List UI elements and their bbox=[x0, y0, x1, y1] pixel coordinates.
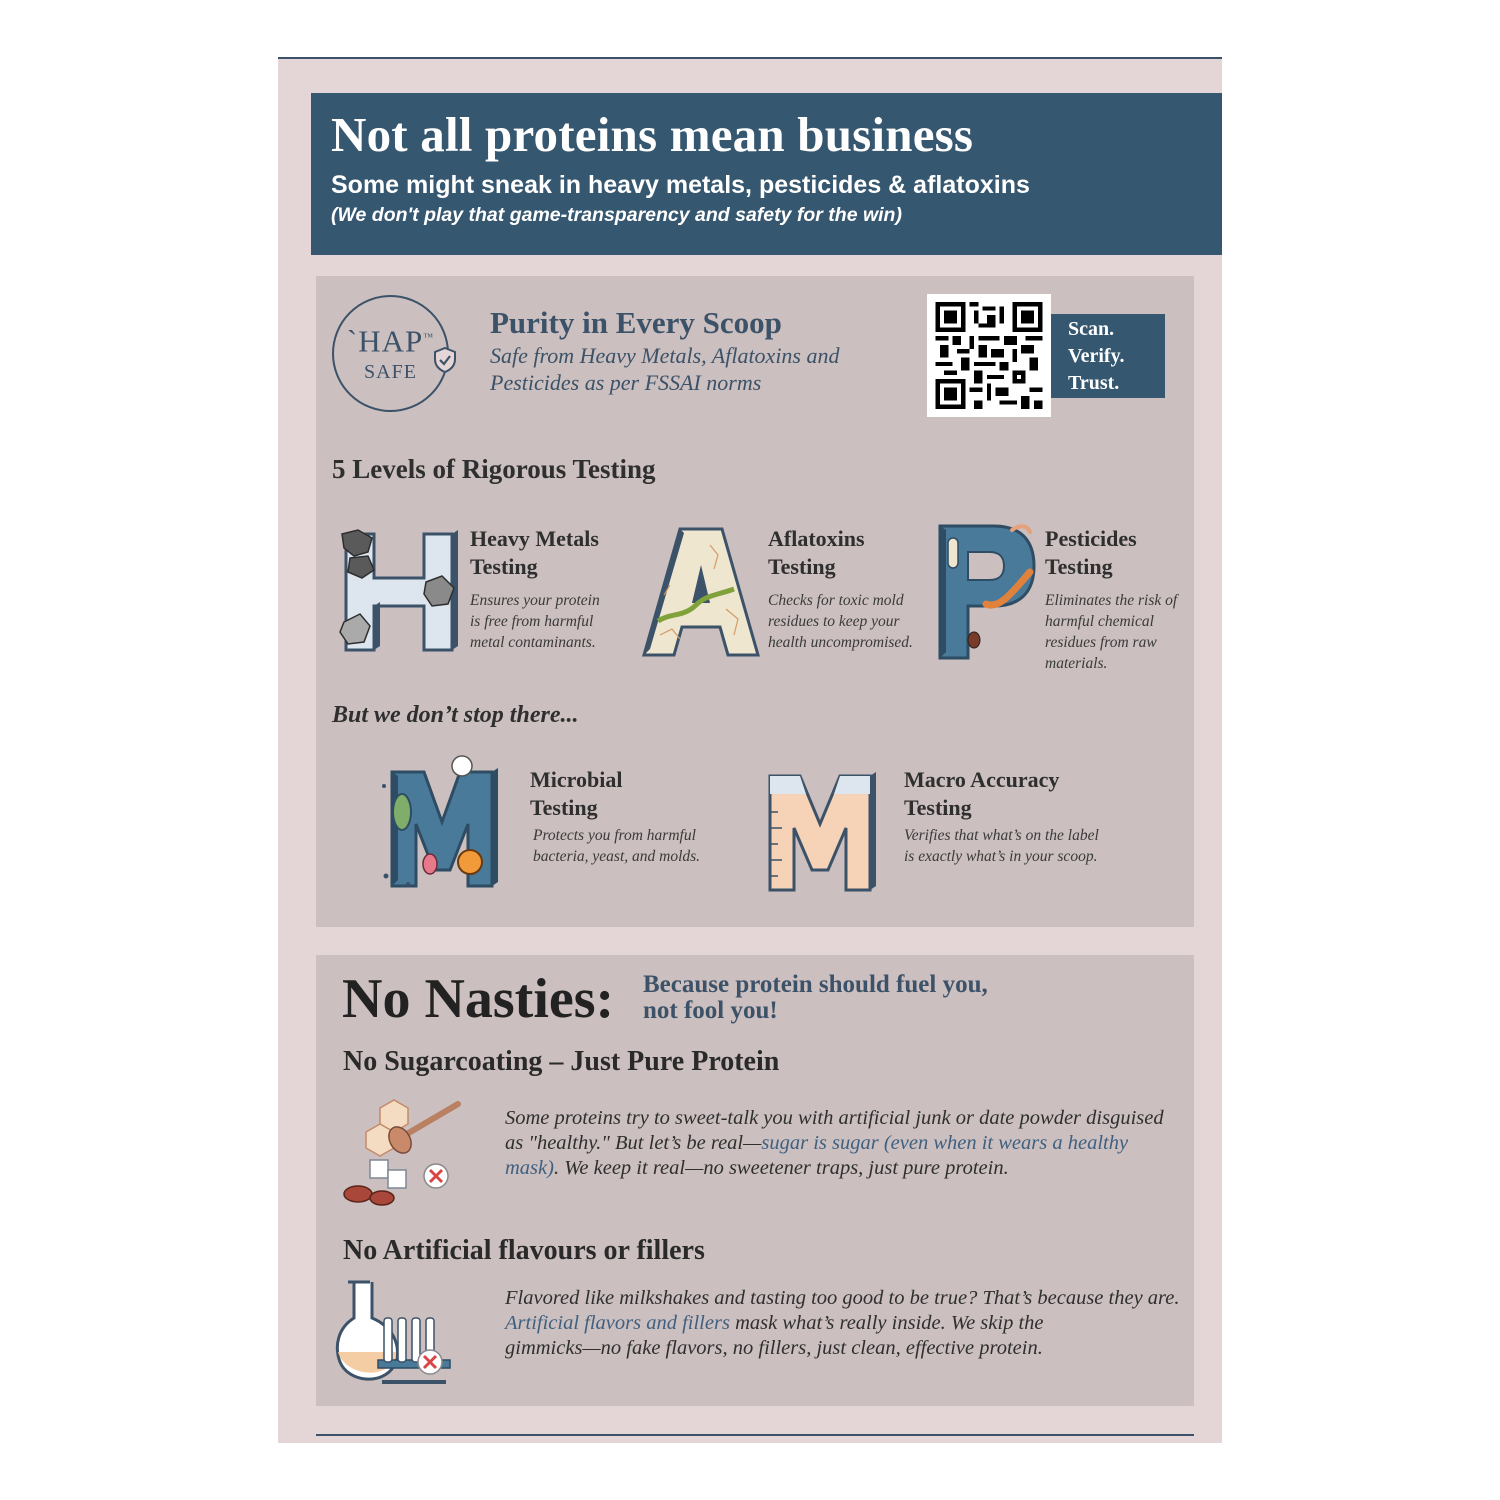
bottom-divider bbox=[316, 1434, 1194, 1436]
seal-hap-label: `HAP bbox=[346, 323, 424, 359]
header-banner bbox=[311, 93, 1222, 255]
scan-line-1: Scan. bbox=[1068, 318, 1115, 340]
sugar-paragraph: Some proteins try to sweet-talk you with artificial junk or date powder disguised as "healthy." But let’s be real—sugar is sugar (even when it wears a healthy mask). We keep it real—no sweetener traps, just pure protein. bbox=[505, 1107, 1164, 1179]
aflatoxins-title: Aflatoxins Testing bbox=[768, 526, 865, 579]
scan-line-2: Verify. bbox=[1068, 345, 1125, 367]
heavy-metals-title: Heavy Metals Testing bbox=[470, 526, 599, 579]
microbial-title: Microbial Testing bbox=[530, 767, 623, 820]
macro-accuracy-m-icon bbox=[766, 772, 878, 894]
qr-code-icon bbox=[935, 302, 1043, 409]
purity-title: Purity in Every Scoop bbox=[490, 305, 782, 340]
macro-accuracy-desc: Verifies that what’s on the label is exactly what’s in your scoop. bbox=[904, 827, 1099, 865]
scan-verify-trust bbox=[1051, 314, 1165, 398]
scan-line-3: Trust. bbox=[1068, 372, 1120, 394]
pesticides-title: Pesticides Testing bbox=[1045, 526, 1137, 579]
purity-text-line-2: Pesticides as per FSSAI norms bbox=[490, 370, 762, 395]
no-nasties-tagline: Because protein should fuel you, not fool you! bbox=[643, 971, 988, 1024]
aflatoxins-a-icon bbox=[640, 525, 760, 659]
page-note: (We don't play that game-transparency and safety for the win) bbox=[331, 204, 902, 226]
honey-sugar-dates-icon bbox=[340, 1098, 465, 1210]
shield-check-icon bbox=[434, 347, 456, 373]
seal-trademark: ™ bbox=[423, 332, 435, 343]
heavy-metals-h-icon bbox=[338, 528, 462, 656]
heavy-metals-desc: Ensures your protein is free from harmful metal contaminants. bbox=[470, 592, 600, 651]
no-artificial-heading: No Artificial flavours or fillers bbox=[343, 1235, 705, 1266]
pesticides-desc: Eliminates the risk of harmful chemical residues from raw materials. bbox=[1045, 592, 1178, 672]
macro-accuracy-title: Macro Accuracy Testing bbox=[904, 767, 1060, 820]
artificial-paragraph: Flavored like milkshakes and tasting too good to be true? That’s because they are. Artificial flavors and fillers mask what’s really inside. We skip the gimmicks—no fake flavors, no fillers, just clean, effective protein. bbox=[505, 1287, 1180, 1359]
no-sugarcoating-heading: No Sugarcoating – Just Pure Protein bbox=[343, 1046, 780, 1077]
qr-code[interactable] bbox=[927, 294, 1051, 417]
microbial-desc: Protects you from harmful bacteria, yeast, and molds. bbox=[533, 827, 701, 865]
purity-text bbox=[490, 342, 910, 396]
purity-text-line-1: Safe from Heavy Metals, Aflatoxins and bbox=[490, 343, 840, 368]
levels-heading: 5 Levels of Rigorous Testing bbox=[332, 454, 656, 484]
page-title: Not all proteins mean business bbox=[331, 107, 974, 162]
seal-safe-label: SAFE bbox=[364, 361, 417, 383]
but-we-dont-stop-heading: But we don’t stop there... bbox=[332, 702, 579, 728]
lab-flask-icon bbox=[334, 1278, 454, 1394]
no-nasties-title: No Nasties: bbox=[342, 968, 615, 1030]
pesticides-p-icon bbox=[934, 520, 1040, 664]
page-subtitle: Some might sneak in heavy metals, pesticides & aflatoxins bbox=[331, 171, 1030, 199]
aflatoxins-desc: Checks for toxic mold residues to keep your health uncompromised. bbox=[768, 592, 913, 651]
hap-safe-seal bbox=[332, 295, 449, 412]
microbial-m-icon bbox=[378, 752, 518, 894]
